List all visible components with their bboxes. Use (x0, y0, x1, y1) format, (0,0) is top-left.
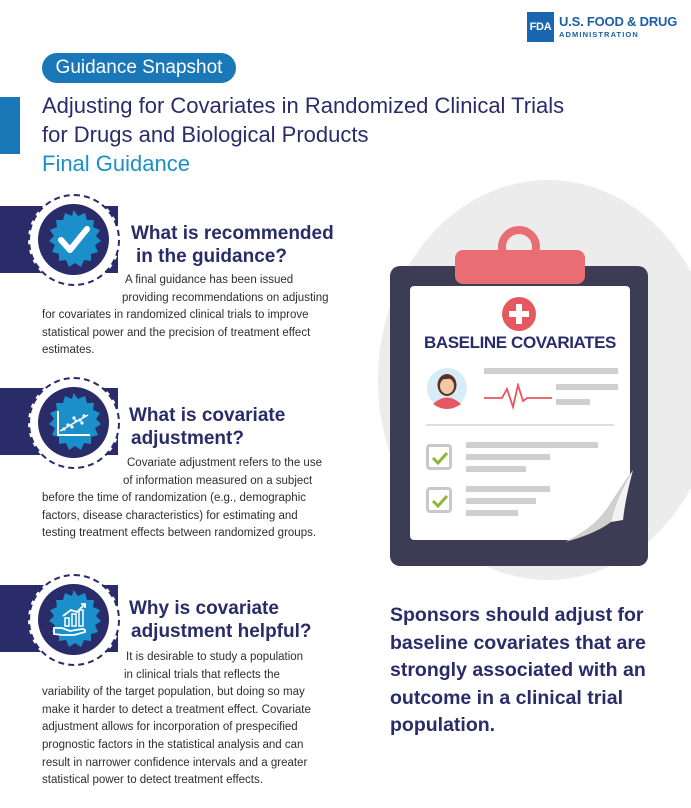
clipboard-clip (455, 250, 585, 284)
title-accent-bar (0, 97, 20, 154)
section-text-line: make it harder to detect a treatment effect. Covariate (42, 703, 311, 716)
section-text-line: testing treatment effects between randomized groups. (42, 527, 317, 540)
paper-divider (426, 424, 614, 426)
section-heading-line: adjustment helpful? (131, 621, 312, 642)
fda-logo (527, 12, 677, 42)
check-icon (430, 448, 450, 468)
callout-line: Sponsors should adjust for (390, 604, 644, 626)
section-text-line: factors, disease characteristics) for estimating and (42, 509, 298, 522)
section-text-line: providing recommendations on adjusting (122, 291, 329, 304)
key-message-callout (390, 602, 670, 740)
patient-info-line (556, 399, 590, 405)
section-text-line: for covariates in randomized clinical trials to improve (42, 309, 309, 322)
hand-growth-chart-icon (38, 584, 109, 655)
check-icon (430, 491, 450, 511)
section-text-line: Covariate adjustment refers to the use (127, 457, 322, 469)
section-text-line: It is desirable to study a population (126, 651, 304, 663)
scatter-chart-icon (38, 387, 109, 458)
medical-plus-icon (502, 297, 536, 331)
checklist-line (466, 442, 598, 448)
section-text-line: prognostic factors in the statistical analysis and can (42, 738, 304, 751)
section-heading (129, 597, 312, 643)
checkmark-icon (38, 204, 109, 275)
patient-info-line (484, 368, 618, 374)
section-text-line: variability of the target population, but doing so may (42, 686, 305, 699)
section-heading-line: What is covariate (129, 405, 286, 426)
patient-avatar-icon (426, 367, 468, 409)
callout-line: outcome in a clinical trial (390, 686, 623, 709)
section-text-line: adjustment allows for incorporation of prespecified (42, 721, 298, 734)
section-heading-line: adjustment? (131, 428, 244, 449)
section-heading (131, 222, 334, 268)
section-text-line: A final guidance has been issued (125, 274, 294, 286)
section-heading-line: What is recommended (131, 223, 334, 244)
section-heading-line: in the guidance? (136, 246, 287, 267)
page-title-line1: Adjusting for Covariates in Randomized Clinical Trials (42, 93, 565, 118)
section-heading (129, 404, 285, 450)
section-text-line: estimates. (42, 344, 95, 357)
page-subtitle: Final Guidance (42, 151, 190, 176)
clipboard-title: BASELINE COVARIATES (423, 333, 616, 352)
heartbeat-icon (484, 383, 552, 411)
section-heading-line: Why is covariate (129, 598, 279, 619)
section-text (42, 272, 362, 360)
fda-logo-mark: FDA (527, 12, 554, 42)
guidance-snapshot-badge: Guidance Snapshot (42, 53, 236, 83)
callout-line: population. (390, 714, 496, 736)
fda-logo-line1: U.S. FOOD & DRUG (559, 14, 678, 29)
checklist-line (466, 498, 536, 504)
section-text-line: of information measured on a subject (123, 474, 313, 487)
page-title-line2: for Drugs and Biological Products (42, 122, 369, 147)
checklist-line (466, 510, 518, 516)
checklist-checkbox (426, 487, 452, 513)
section-text-line: statistical power to detect treatment effects. (42, 774, 263, 787)
section-text (42, 649, 362, 790)
callout-line: baseline covariates that are (390, 631, 646, 654)
fda-logo-line2: ADMINISTRATION (559, 30, 639, 39)
section-text-line: statistical power and the precision of treatment effect (42, 326, 311, 339)
patient-info-line (556, 384, 618, 390)
page-title (42, 91, 652, 149)
checklist-line (466, 454, 550, 460)
checklist-line (466, 486, 550, 492)
checklist-line (466, 466, 526, 472)
page-curl-icon (565, 470, 633, 542)
callout-line: strongly associated with an (390, 659, 646, 681)
section-text (42, 455, 362, 543)
section-text-line: in clinical trials that reflects the (124, 668, 280, 681)
checklist-checkbox (426, 444, 452, 470)
fda-logo-text (559, 14, 677, 40)
section-text-line: result in narrower confidence intervals and a greater (42, 756, 308, 769)
section-text-line: before the time of randomization (e.g., demographic (42, 492, 307, 505)
